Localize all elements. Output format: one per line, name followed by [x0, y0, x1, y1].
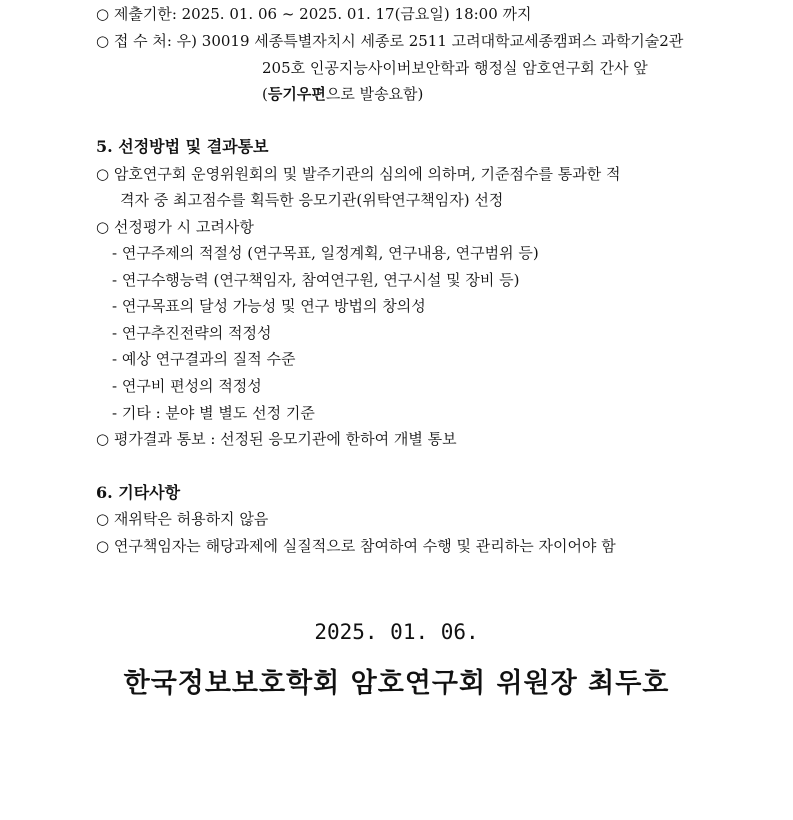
- submission-mail-note: [262, 84, 423, 104]
- section6-heading: 6. 기타사항: [96, 483, 181, 502]
- signature-line: 한국정보보호학회 암호연구회 위원장 최두호: [123, 668, 670, 699]
- registered-mail-emphasis: 등기우편: [267, 85, 326, 103]
- submission-address-line1: ○ 접 수 처: 우) 30019 세종특별자치시 세종로 2511 고려대학교세종캠퍼스 과학기술2관: [96, 32, 684, 50]
- criteria-item: - 기타 : 분야 별 별도 선정 기준: [112, 404, 315, 422]
- criteria-item: - 연구추진전략의 적정성: [112, 324, 272, 342]
- section6-item: ○ 재위탁은 허용하지 않음: [96, 510, 269, 528]
- document-date: 2025. 01. 06.: [314, 620, 479, 644]
- submission-address-line2: 205호 인공지능사이버보안학과 행정실 암호연구회 간사 앞: [262, 59, 648, 77]
- mail-note-rest: 으로 발송요함): [325, 85, 424, 103]
- section5-item1-line2: 격자 중 최고점수를 획득한 응모기관(위탁연구책임자) 선정: [120, 191, 504, 209]
- criteria-item: - 연구수행능력 (연구책임자, 참여연구원, 연구시설 및 장비 등): [112, 271, 520, 289]
- section5-item1-line1: ○ 암호연구회 운영위원회의 및 발주기관의 심의에 의하며, 기준점수를 통과한 적: [96, 165, 621, 183]
- criteria-item: - 예상 연구결과의 질적 수준: [112, 350, 296, 368]
- criteria-item: - 연구비 편성의 적정성: [112, 377, 262, 395]
- submission-deadline: ○ 제출기한: 2025. 01. 06 ~ 2025. 01. 17(금요일) 18:00 까지: [96, 5, 532, 23]
- section5-item3: ○ 평가결과 통보 : 선정된 응모기관에 한하여 개별 통보: [96, 430, 457, 448]
- criteria-item: - 연구주제의 적절성 (연구목표, 일정계획, 연구내용, 연구범위 등): [112, 244, 539, 262]
- section5-item2: ○ 선정평가 시 고려사항: [96, 218, 254, 236]
- section6-item: ○ 연구책임자는 해당과제에 실질적으로 참여하여 수행 및 관리하는 자이어야 함: [96, 537, 616, 555]
- mail-note-open: (: [262, 85, 268, 103]
- section5-heading: 5. 선정방법 및 결과통보: [96, 137, 269, 156]
- criteria-item: - 연구목표의 달성 가능성 및 연구 방법의 창의성: [112, 297, 426, 315]
